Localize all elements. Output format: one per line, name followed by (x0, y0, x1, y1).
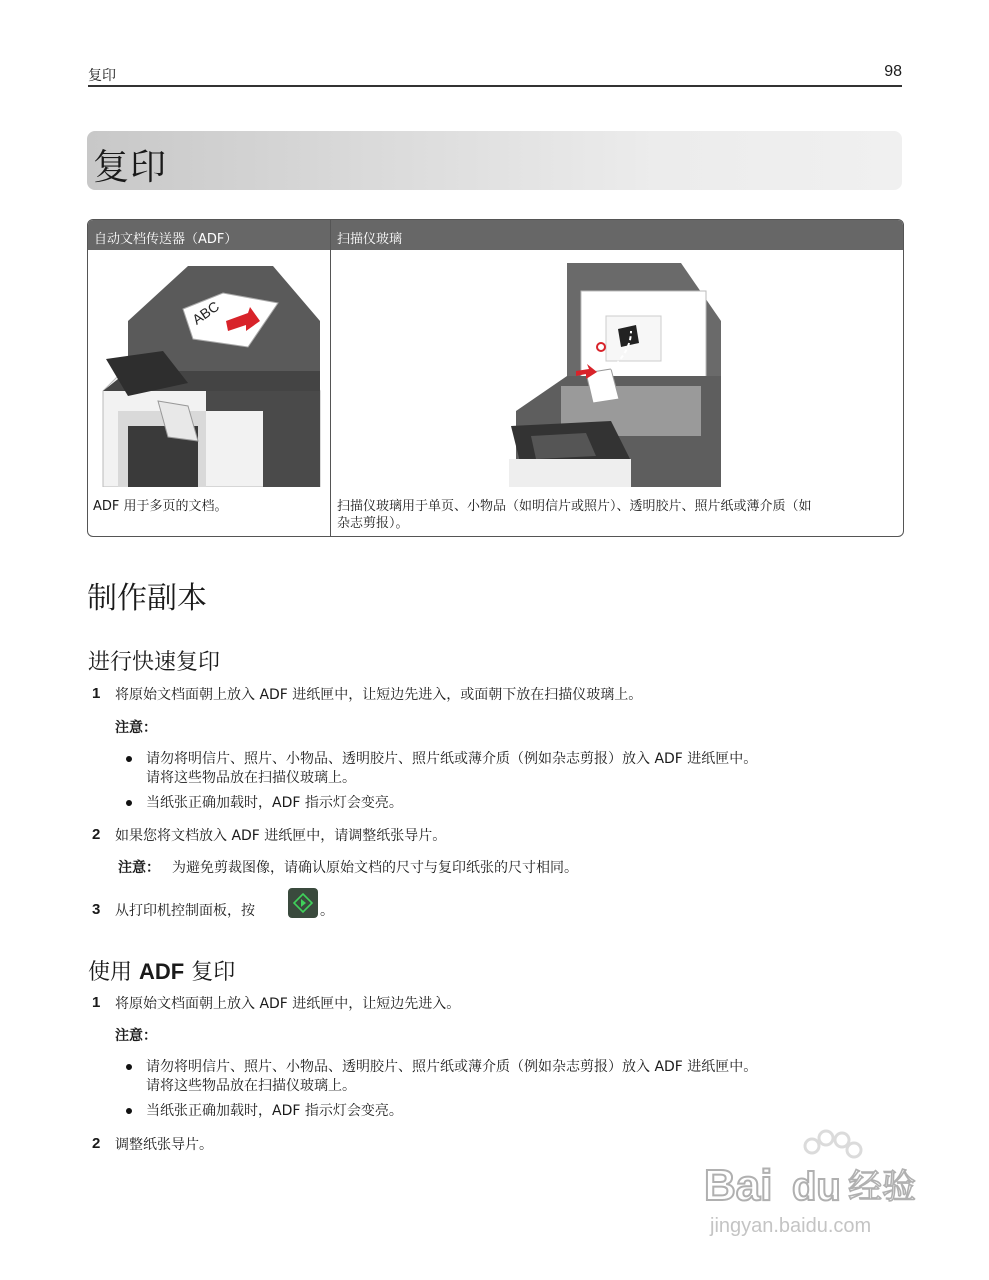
quick-step3-end: 。 (320, 903, 334, 919)
page-number: 98 (884, 63, 902, 80)
quick-note2-label: 注意： (118, 860, 160, 876)
adf-bullet1-line1: 请勿将明信片、照片、小物品、透明胶片、照片纸或薄介质（例如杂志剪报）放入 ADF 进纸匣中。 (146, 1059, 758, 1075)
adf-printer-image (88, 251, 330, 487)
copy-methods-table (87, 219, 904, 537)
quick-bullet2-dot (126, 800, 132, 806)
start-button[interactable] (288, 888, 318, 918)
adf-caption: ADF 用于多页的文档。 (93, 499, 228, 514)
adf-copy-title-suffix: 复印 (191, 960, 236, 985)
section-title: 制作副本 (87, 581, 207, 616)
table-header-scanner-glass: 扫描仪玻璃 (337, 232, 403, 247)
quick-bullet2-text: 当纸张正确加载时，ADF 指示灯会变亮。 (146, 795, 403, 811)
chapter-title-bar (87, 131, 902, 190)
quick-step1-text: 将原始文档面朝上放入 ADF 进纸匣中，让短边先进入，或面朝下放在扫描仪玻璃上。 (115, 687, 643, 703)
scanner-glass-image (331, 251, 903, 487)
page-header (88, 63, 902, 87)
quick-bullet1-dot (126, 756, 132, 762)
table-header-adf: 自动文档传送器（ADF） (94, 232, 238, 247)
adf-step2-text: 调整纸张导片。 (115, 1137, 213, 1153)
adf-step2-number: 2 (92, 1135, 101, 1152)
watermark-brand: Bai (704, 1161, 773, 1210)
quick-note-label: 注意： (115, 720, 157, 736)
scanner-caption-line1: 扫描仪玻璃用于单页、小物品（如明信片或照片）、透明胶片、照片纸或薄介质（如 (337, 499, 812, 514)
quick-step2-number: 2 (92, 826, 101, 843)
baidu-watermark (700, 1128, 940, 1248)
quick-copy-title: 进行快速复印 (88, 650, 221, 675)
watermark-url: jingyan.baidu.com (710, 1215, 872, 1237)
quick-step3-number: 3 (92, 901, 101, 918)
adf-copy-title-bold: ADF (139, 959, 185, 984)
quick-note2-text: 为避免剪裁图像，请确认原始文档的尺寸与复印纸张的尺寸相同。 (172, 860, 578, 876)
quick-step3-text: 从打印机控制面板，按 (115, 903, 255, 919)
adf-note-label: 注意： (115, 1028, 157, 1044)
adf-bullet1-dot (126, 1064, 132, 1070)
adf-copy-title (88, 955, 235, 986)
quick-step2-text: 如果您将文档放入 ADF 进纸匣中，请调整纸张导片。 (115, 828, 447, 844)
adf-step1-number: 1 (92, 994, 101, 1011)
table-header-row (88, 220, 903, 250)
chapter-title: 复印 (93, 147, 168, 188)
quick-step1-number: 1 (92, 685, 101, 702)
quick-bullet1-line1: 请勿将明信片、照片、小物品、透明胶片、照片纸或薄介质（例如杂志剪报）放入 ADF 进纸匣中。 (146, 751, 758, 767)
adf-step1-text: 将原始文档面朝上放入 ADF 进纸匣中，让短边先进入。 (115, 996, 461, 1012)
watermark-brand2: du (792, 1165, 841, 1209)
adf-paper-label: ABC (189, 297, 222, 328)
watermark-brand3: 经验 (848, 1167, 916, 1207)
adf-copy-title-prefix: 使用 (88, 960, 133, 985)
scanner-caption-line2: 杂志剪报）。 (337, 516, 409, 531)
adf-bullet2-text: 当纸张正确加载时，ADF 指示灯会变亮。 (146, 1103, 403, 1119)
start-diamond-icon (293, 893, 313, 913)
quick-bullet1-line2: 请将这些物品放在扫描仪玻璃上。 (146, 770, 356, 786)
adf-bullet1-line2: 请将这些物品放在扫描仪玻璃上。 (146, 1078, 356, 1094)
adf-bullet2-dot (126, 1108, 132, 1114)
header-section: 复印 (88, 68, 116, 84)
